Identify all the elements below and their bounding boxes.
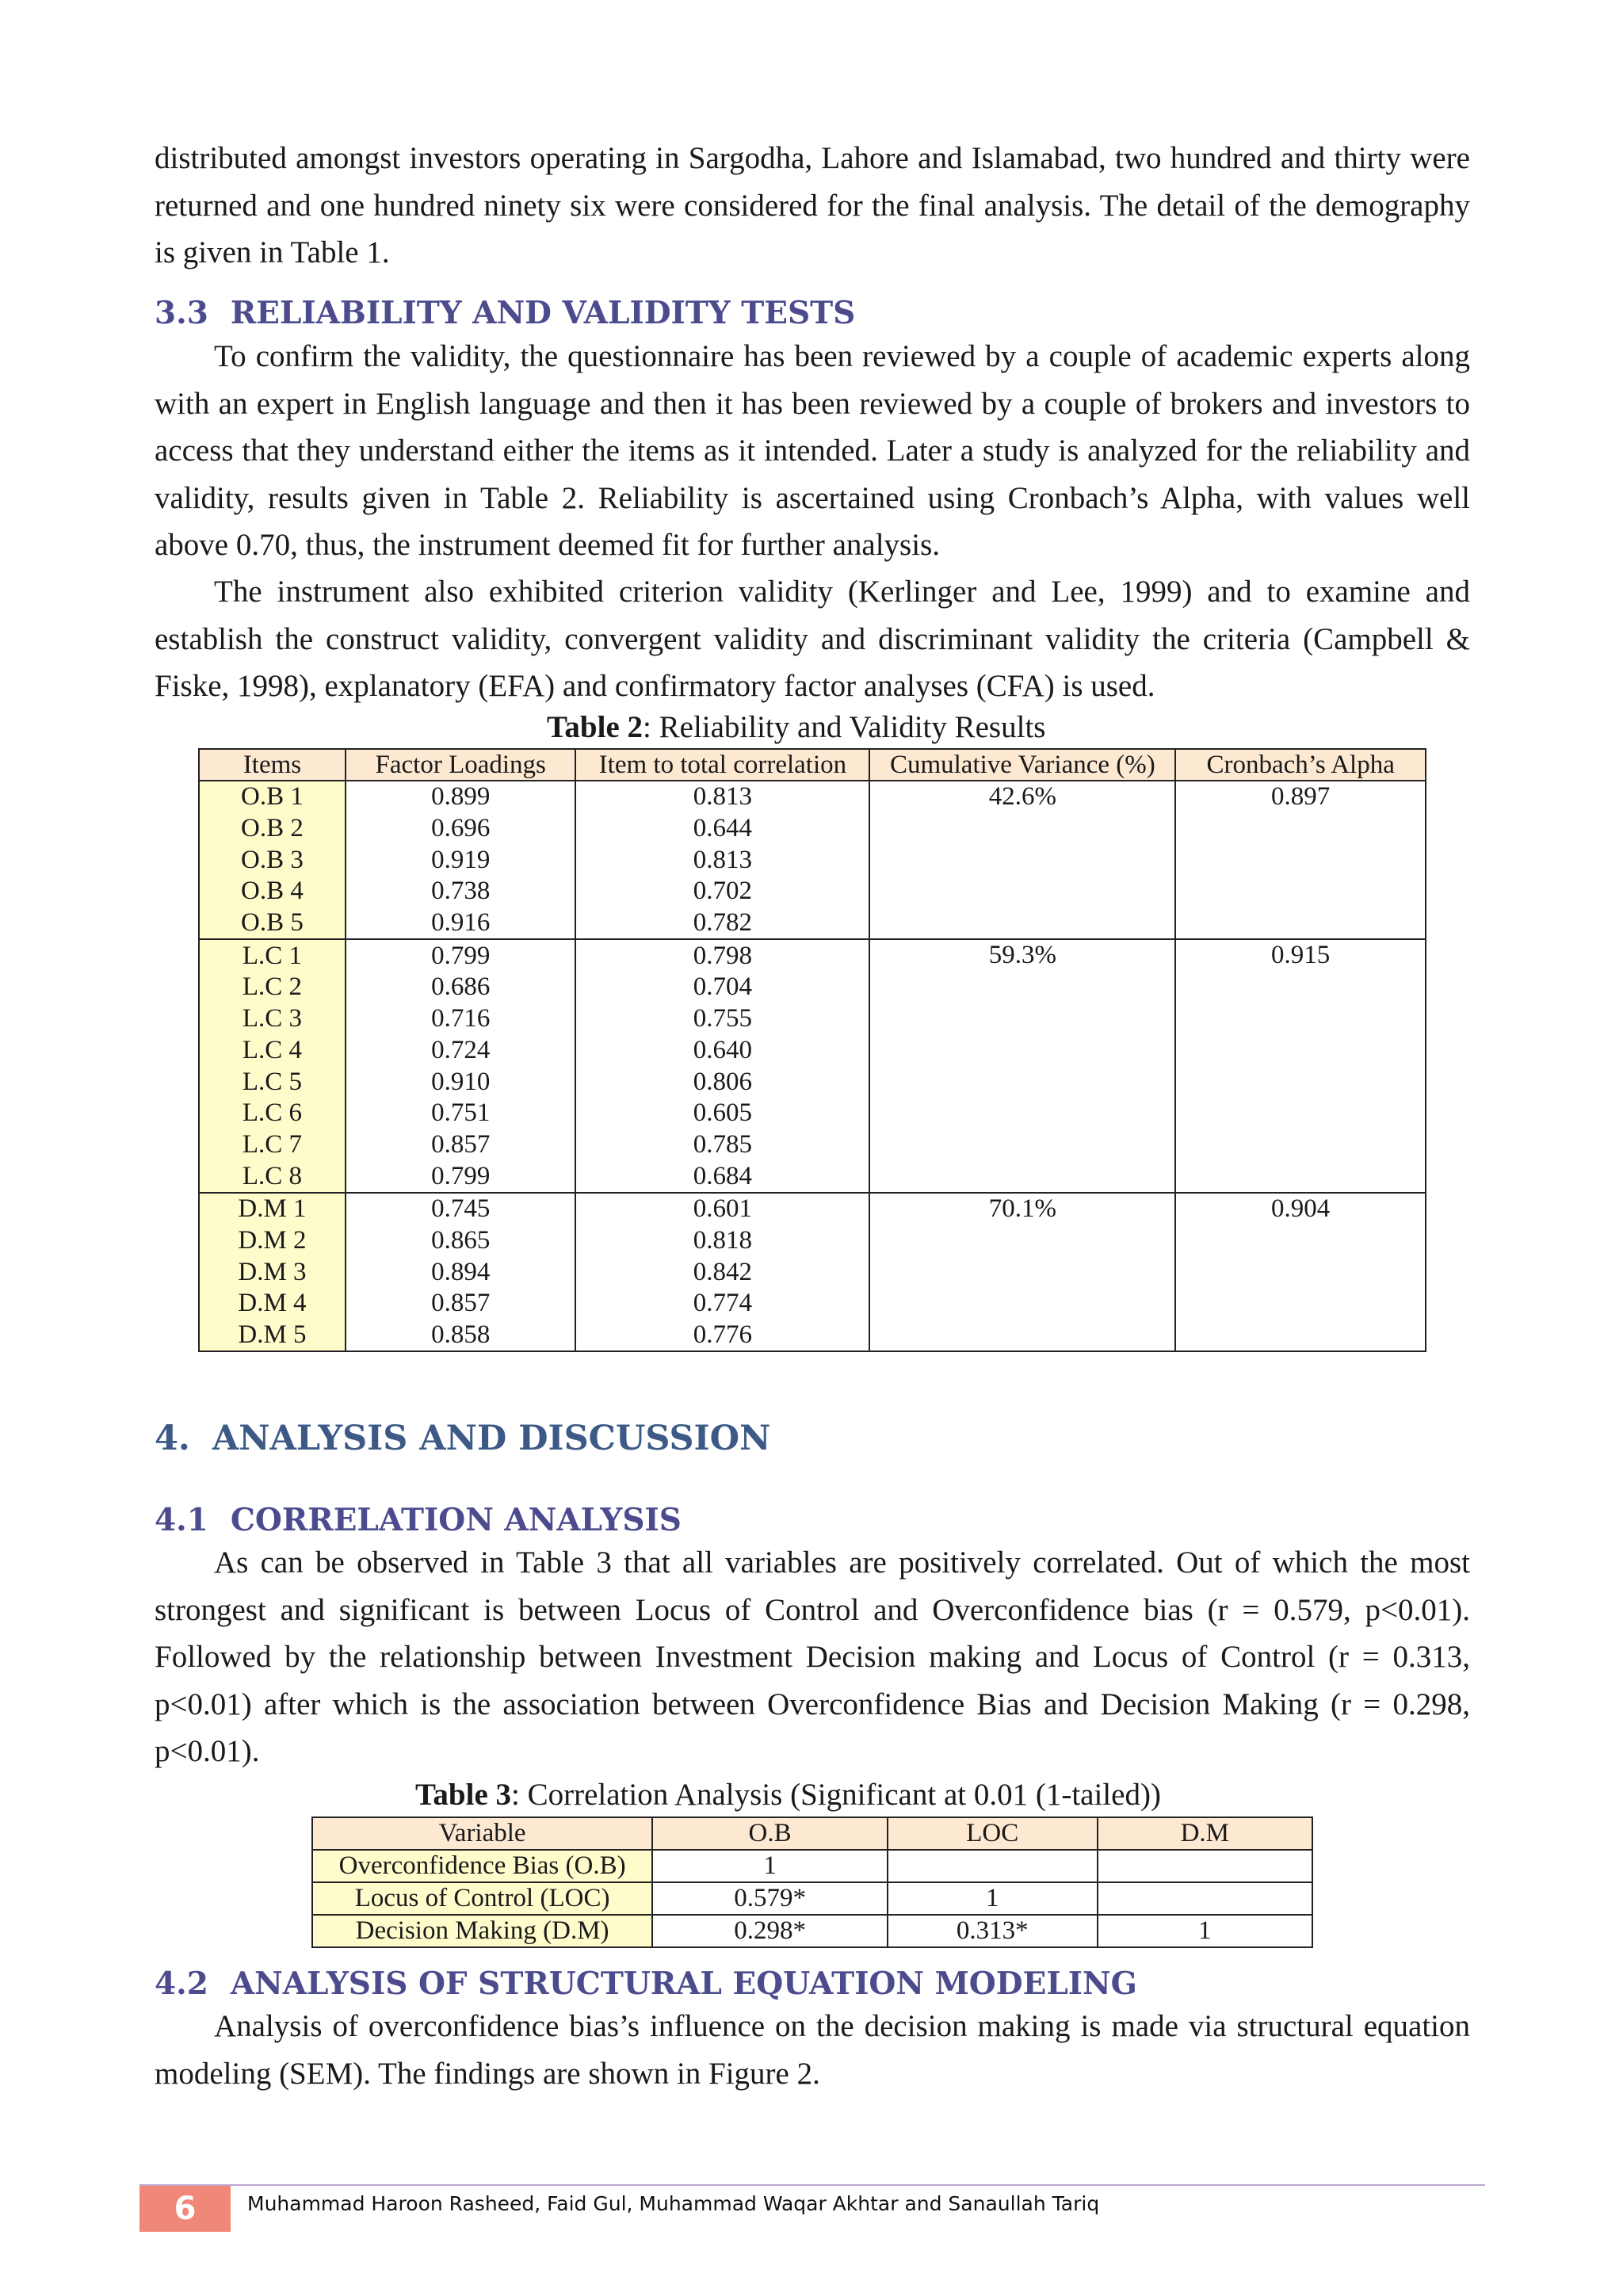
cronbach-alpha-cell: 0.915 xyxy=(1175,939,1426,1193)
section-number: 3.3 xyxy=(155,295,208,331)
item-total-correlation-cell: 0.818 xyxy=(575,1225,869,1257)
section-4-1-heading xyxy=(155,1502,682,1538)
item-cell: D.M 2 xyxy=(199,1225,346,1257)
factor-loading-cell: 0.910 xyxy=(346,1066,576,1098)
section-number: 4.2 xyxy=(155,1966,208,2002)
factor-loading-cell: 0.799 xyxy=(346,939,576,972)
factor-loading-cell: 0.857 xyxy=(346,1129,576,1161)
item-cell: L.C 8 xyxy=(199,1160,346,1193)
section-3-3-heading xyxy=(155,295,855,331)
column-header: Item to total correlation xyxy=(575,749,869,781)
cronbach-alpha-cell: 0.904 xyxy=(1175,1193,1426,1351)
table-2-caption xyxy=(547,709,1045,745)
item-total-correlation-cell: 0.755 xyxy=(575,1003,869,1035)
factor-loading-cell: 0.865 xyxy=(346,1225,576,1257)
section-title: ANALYSIS AND DISCUSSION xyxy=(212,1419,771,1458)
item-total-correlation-cell: 0.644 xyxy=(575,813,869,845)
correlation-cell xyxy=(1098,1882,1312,1915)
correlation-cell xyxy=(1098,1850,1312,1882)
factor-loading-cell: 0.858 xyxy=(346,1320,576,1352)
section-title: RELIABILITY AND VALIDITY TESTS xyxy=(230,295,856,331)
item-cell: D.M 5 xyxy=(199,1320,346,1352)
item-total-correlation-cell: 0.813 xyxy=(575,781,869,813)
column-header: Cumulative Variance (%) xyxy=(869,749,1175,781)
page-number: 6 xyxy=(139,2186,231,2232)
item-total-correlation-cell: 0.704 xyxy=(575,972,869,1003)
variable-cell: Locus of Control (LOC) xyxy=(312,1882,652,1915)
reliability-paragraph-2: The instrument also exhibited criterion validity (Kerlinger and Lee, 1999) and to examine and establish the construct validity, convergent validity and discriminant validity the criteria (Campbell & Fiske, 1998), explanatory (EFA) and confirmatory factor analyses (CFA) is used. xyxy=(155,575,1470,703)
item-total-correlation-cell: 0.806 xyxy=(575,1066,869,1098)
section-number: 4. xyxy=(155,1419,190,1458)
item-cell: O.B 1 xyxy=(199,781,346,813)
section-4-2-heading xyxy=(155,1966,1137,2002)
table-row xyxy=(199,1193,1426,1225)
cumulative-variance-cell: 42.6% xyxy=(869,781,1175,939)
table-3-caption-text: : Correlation Analysis (Significant at 0.01 (1-tailed)) xyxy=(511,1778,1161,1812)
item-cell: L.C 7 xyxy=(199,1129,346,1161)
item-total-correlation-cell: 0.601 xyxy=(575,1193,869,1225)
item-total-correlation-cell: 0.813 xyxy=(575,844,869,876)
table-header-row xyxy=(312,1817,1312,1850)
item-total-correlation-cell: 0.605 xyxy=(575,1098,869,1129)
item-cell: O.B 5 xyxy=(199,907,346,940)
cumulative-variance-cell: 70.1% xyxy=(869,1193,1175,1351)
section-title: ANALYSIS OF STRUCTURAL EQUATION MODELING xyxy=(230,1966,1137,2002)
variable-cell: Overconfidence Bias (O.B) xyxy=(312,1850,652,1882)
table-row xyxy=(312,1915,1312,1947)
variable-cell: Decision Making (D.M) xyxy=(312,1915,652,1947)
factor-loading-cell: 0.894 xyxy=(346,1256,576,1288)
item-total-correlation-cell: 0.785 xyxy=(575,1129,869,1161)
item-total-correlation-cell: 0.640 xyxy=(575,1035,869,1067)
correlation-cell: 1 xyxy=(652,1850,888,1882)
item-cell: D.M 4 xyxy=(199,1288,346,1320)
correlation-cell: 0.298* xyxy=(652,1915,888,1947)
table-3-caption xyxy=(415,1777,1161,1813)
factor-loading-cell: 0.857 xyxy=(346,1288,576,1320)
item-cell: L.C 4 xyxy=(199,1035,346,1067)
item-cell: L.C 1 xyxy=(199,939,346,972)
table-3-caption-label: Table 3 xyxy=(415,1778,512,1812)
item-cell: D.M 3 xyxy=(199,1256,346,1288)
correlation-table xyxy=(311,1817,1313,1948)
cronbach-alpha-cell: 0.897 xyxy=(1175,781,1426,939)
item-cell: L.C 2 xyxy=(199,972,346,1003)
item-total-correlation-cell: 0.842 xyxy=(575,1256,869,1288)
correlation-cell xyxy=(888,1850,1098,1882)
factor-loading-cell: 0.696 xyxy=(346,813,576,845)
item-total-correlation-cell: 0.702 xyxy=(575,876,869,907)
sem-paragraph: Analysis of overconfidence bias’s influence on the decision making is made via structural equation modeling (SEM). The findings are shown in Figure 2. xyxy=(155,2009,1470,2091)
correlation-cell: 1 xyxy=(888,1882,1098,1915)
item-cell: L.C 3 xyxy=(199,1003,346,1035)
section-4-heading xyxy=(155,1419,770,1458)
column-header: O.B xyxy=(652,1817,888,1850)
table-2-caption-label: Table 2 xyxy=(547,710,643,744)
section-number: 4.1 xyxy=(155,1502,208,1538)
item-cell: O.B 4 xyxy=(199,876,346,907)
table-row xyxy=(312,1882,1312,1915)
factor-loading-cell: 0.724 xyxy=(346,1035,576,1067)
item-total-correlation-cell: 0.776 xyxy=(575,1320,869,1352)
factor-loading-cell: 0.899 xyxy=(346,781,576,813)
table-row xyxy=(199,939,1426,972)
item-total-correlation-cell: 0.684 xyxy=(575,1160,869,1193)
footer-divider xyxy=(139,2184,1485,2186)
item-total-correlation-cell: 0.782 xyxy=(575,907,869,940)
table-2-caption-text: : Reliability and Validity Results xyxy=(643,710,1046,744)
column-header: Factor Loadings xyxy=(346,749,576,781)
item-total-correlation-cell: 0.798 xyxy=(575,939,869,972)
column-header: Variable xyxy=(312,1817,652,1850)
intro-paragraph: distributed amongst investors operating in Sargodha, Lahore and Islamabad, two hundred and thirty were returned and one hundred ninety six were considered for the final analysis. The detail of the demography is given in Table 1. xyxy=(155,141,1470,269)
factor-loading-cell: 0.716 xyxy=(346,1003,576,1035)
reliability-paragraph-1: To confirm the validity, the questionnaire has been reviewed by a couple of academic experts along with an expert in English language and then it has been reviewed by a couple of brokers and investors to access that they understand either the items as it intended. Later a study is analyzed for the reliability and validity, results given in Table 2. Reliability is ascertained using Cronbach’s Alpha, with values well above 0.70, thus, the instrument deemed fit for further analysis. xyxy=(155,339,1470,562)
factor-loading-cell: 0.751 xyxy=(346,1098,576,1129)
table-header-row xyxy=(199,749,1426,781)
correlation-cell: 0.579* xyxy=(652,1882,888,1915)
factor-loading-cell: 0.686 xyxy=(346,972,576,1003)
item-cell: D.M 1 xyxy=(199,1193,346,1225)
section-title: CORRELATION ANALYSIS xyxy=(230,1502,682,1538)
factor-loading-cell: 0.738 xyxy=(346,876,576,907)
table-row xyxy=(199,781,1426,813)
factor-loading-cell: 0.799 xyxy=(346,1160,576,1193)
column-header: Items xyxy=(199,749,346,781)
reliability-validity-table xyxy=(198,748,1426,1352)
table-row xyxy=(312,1850,1312,1882)
factor-loading-cell: 0.745 xyxy=(346,1193,576,1225)
factor-loading-cell: 0.916 xyxy=(346,907,576,940)
cumulative-variance-cell: 59.3% xyxy=(869,939,1175,1193)
column-header: Cronbach’s Alpha xyxy=(1175,749,1426,781)
item-cell: L.C 6 xyxy=(199,1098,346,1129)
column-header: LOC xyxy=(888,1817,1098,1850)
column-header: D.M xyxy=(1098,1817,1312,1850)
correlation-cell: 0.313* xyxy=(888,1915,1098,1947)
footer-authors: Muhammad Haroon Rasheed, Faid Gul, Muhammad Waqar Akhtar and Sanaullah Tariq xyxy=(247,2192,1100,2215)
factor-loading-cell: 0.919 xyxy=(346,844,576,876)
item-cell: O.B 3 xyxy=(199,844,346,876)
correlation-paragraph: As can be observed in Table 3 that all variables are positively correlated. Out of which the most strongest and significant is between Locus of Control and Overconfidence bias (r = 0.579, p<0.01). Followed by the relationship between Investment Decision making and Locus of Control (r = 0.313, p<0.01) after which is the association between Overconfidence Bias and Decision Making (r = 0.298, p<0.01). xyxy=(155,1545,1470,1768)
item-cell: O.B 2 xyxy=(199,813,346,845)
item-total-correlation-cell: 0.774 xyxy=(575,1288,869,1320)
item-cell: L.C 5 xyxy=(199,1066,346,1098)
correlation-cell: 1 xyxy=(1098,1915,1312,1947)
